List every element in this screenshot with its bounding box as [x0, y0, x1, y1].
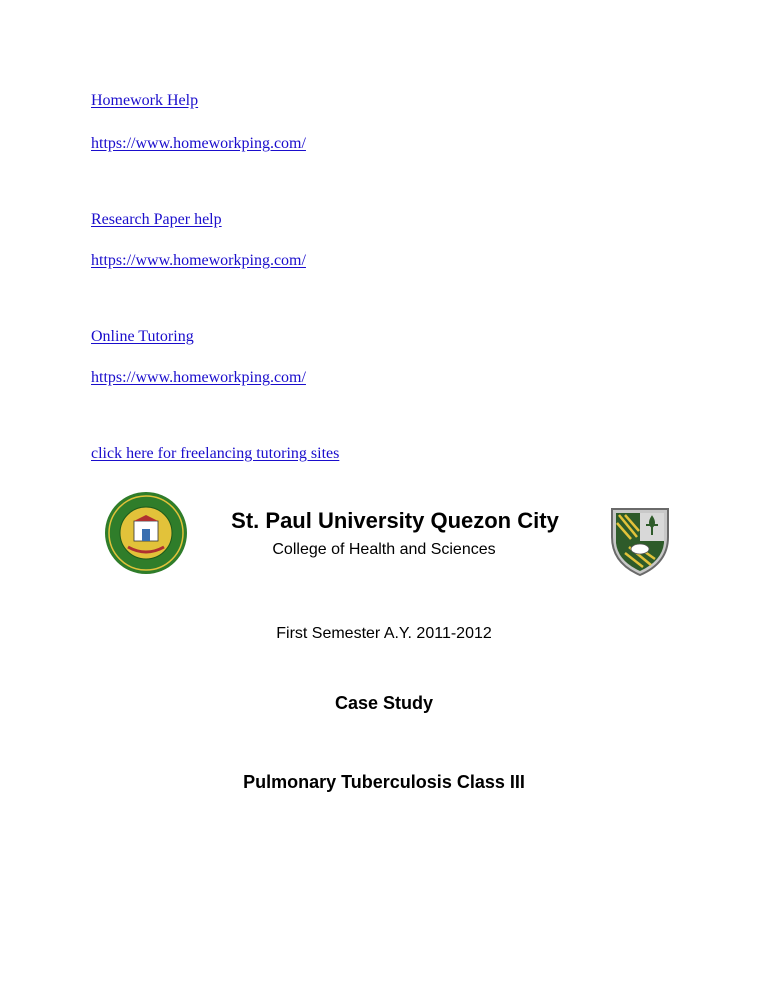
semester-label: First Semester A.Y. 2011-2012 — [276, 625, 492, 642]
online-tutoring-url-link[interactable]: https://www.homeworkping.com/ — [91, 369, 306, 386]
research-paper-help-link[interactable]: Research Paper help — [91, 211, 222, 228]
college-name: College of Health and Sciences — [272, 541, 496, 558]
homework-help-link[interactable]: Homework Help — [91, 92, 199, 109]
freelancing-tutoring-link[interactable]: click here for freelancing tutoring sites — [91, 445, 340, 462]
document-type-title: Case Study — [334, 693, 434, 713]
research-paper-url-link[interactable]: https://www.homeworkping.com/ — [91, 252, 306, 269]
online-tutoring-link[interactable]: Online Tutoring — [91, 328, 194, 345]
university-name: St. Paul University Quezon City — [231, 508, 559, 533]
case-topic-title: Pulmonary Tuberculosis Class III — [243, 772, 525, 792]
homework-help-url-link[interactable]: https://www.homeworkping.com/ — [91, 135, 306, 152]
